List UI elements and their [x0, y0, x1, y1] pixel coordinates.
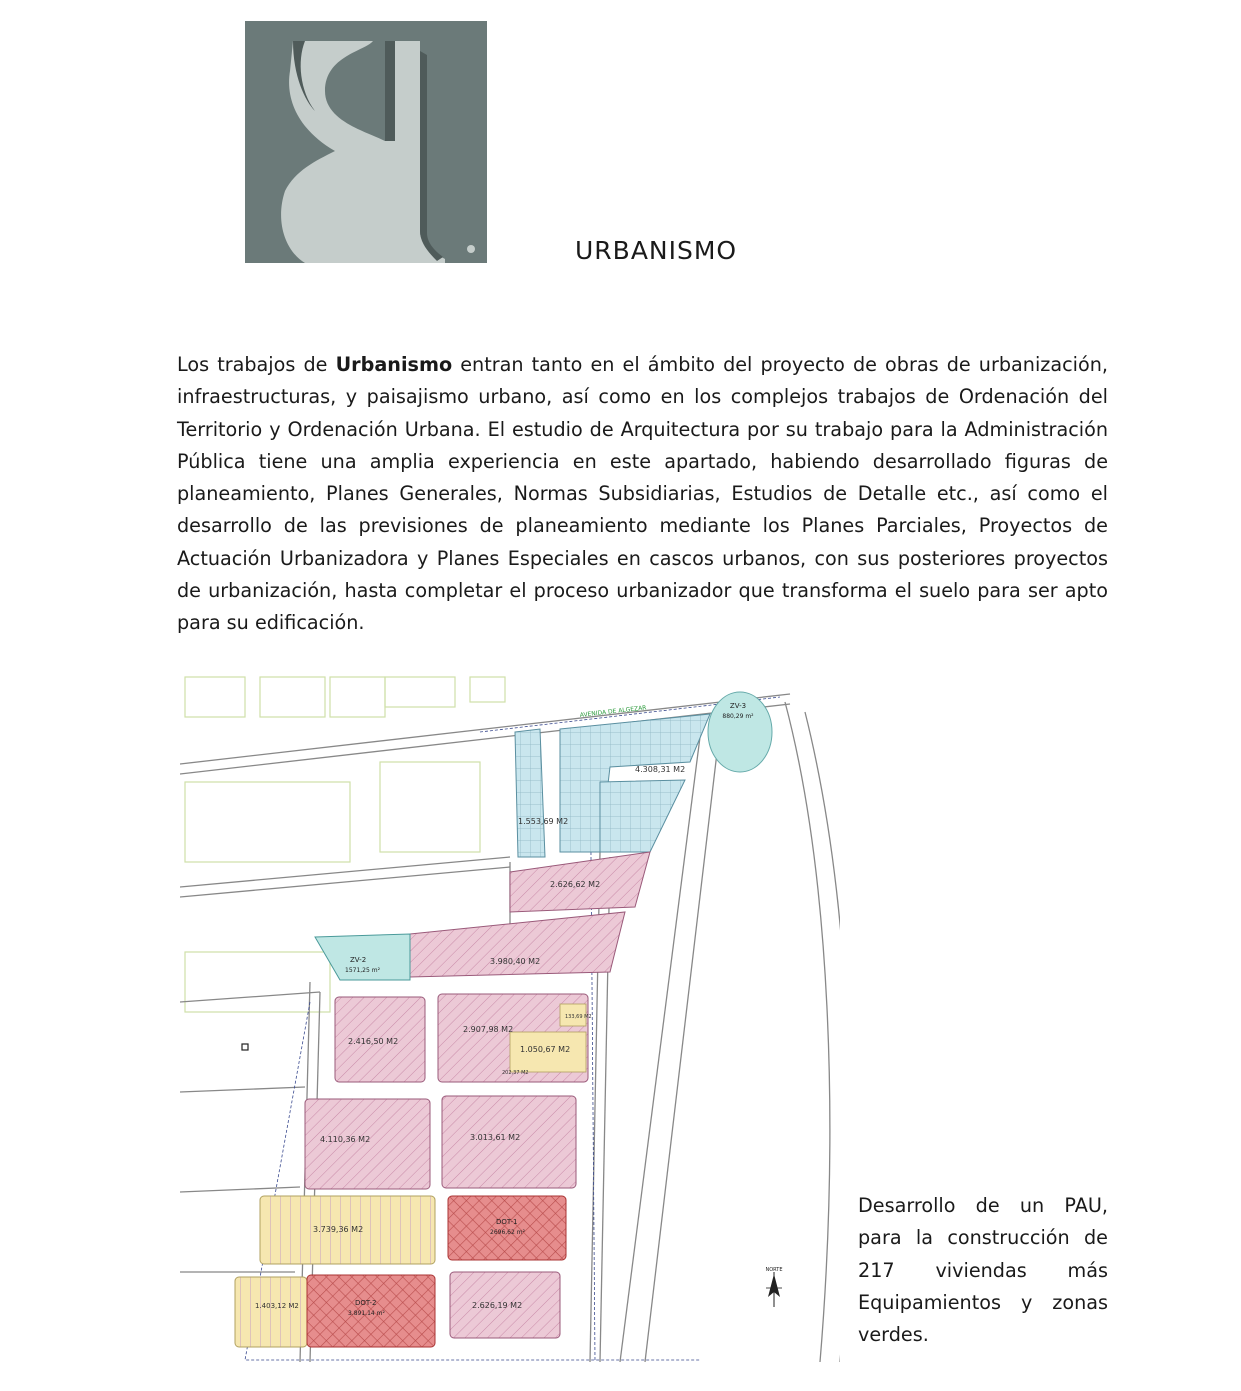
zone-small-b: 202,37 M2 — [502, 1070, 529, 1076]
zone-pink-e: 4.110,36 M2 — [320, 1135, 371, 1144]
zone-blue-b: 1.553,69 M2 — [518, 817, 569, 826]
zone-pink-b: 3.980,40 M2 — [490, 957, 541, 966]
zone-zv3-name: ZV-3 — [729, 702, 747, 710]
zone-pink-g: 2.626,19 M2 — [472, 1301, 523, 1310]
zone-dot2-area: 3.891,14 m² — [348, 1310, 385, 1317]
zone-dot1-name: DOT-1 — [496, 1218, 518, 1226]
zone-blue-a: 4.308,31 M2 — [635, 765, 686, 774]
zone-pink-c: 2.416,50 M2 — [348, 1037, 399, 1046]
zone-zv3-area: 880,29 m² — [722, 713, 754, 720]
zone-yellow-a: 1.050,67 M2 — [520, 1045, 571, 1054]
zone-yellow-b: 3.739,36 M2 — [313, 1225, 364, 1234]
zone-pink-d: 2.907,98 M2 — [463, 1025, 514, 1034]
zone-dot2-name: DOT-2 — [355, 1299, 377, 1307]
urban-plan-drawing — [180, 672, 840, 1362]
north-label: NORTE — [765, 1267, 783, 1273]
north-arrow-icon — [766, 1267, 783, 1307]
intro-paragraph — [177, 349, 1108, 640]
zone-yellow-c: 1.403,12 M2 — [255, 1302, 299, 1310]
plan-caption: Desarrollo de un PAU, para la construcción de 217 viviendas más Equipamientos y zonas verdes. — [858, 1194, 1108, 1347]
studio-logo — [245, 21, 487, 263]
zone-zv2-area: 1571,25 m² — [345, 967, 380, 974]
zone-small-a: 133,69 M2 — [565, 1014, 592, 1020]
intro-bold-term: Urbanismo — [335, 353, 453, 376]
street-label: AVENIDA DE ALGEZAR — [579, 704, 647, 719]
intro-text-before: Los trabajos de — [177, 353, 336, 376]
zone-pink-f: 3.013,61 M2 — [470, 1133, 521, 1142]
zone-dot1-area: 2696,62 m² — [490, 1229, 525, 1236]
page-title: URBANISMO — [575, 236, 738, 265]
intro-text-after: entran tanto en el ámbito del proyecto de obras de urbanización, infraestructuras, y paisajismo urbano, así como en los complejos trabajos de Ordenación del Territorio y Ordenación Urbana. El estudio de Arquitectura por su trabajo para la Administración Pública tiene una amplia experiencia en este apartado, habiendo desarrollado figuras de planeamiento, Planes Generales, Normas Subsidiarias, Estudios de Detalle etc., así como el desarrollo de las previsiones de planeamiento mediante los Planes Parciales, Proyectos de Actuación Urbanizadora y Planes Especiales en cascos urbanos, con sus posteriores proyectos de urbanización, hasta completar el proceso urbanizador que transforma el suelo para ser apto para su edificación. — [177, 353, 1108, 635]
zone-pink-a: 2.626,62 M2 — [550, 880, 601, 889]
zone-zv2-name: ZV-2 — [350, 956, 367, 964]
